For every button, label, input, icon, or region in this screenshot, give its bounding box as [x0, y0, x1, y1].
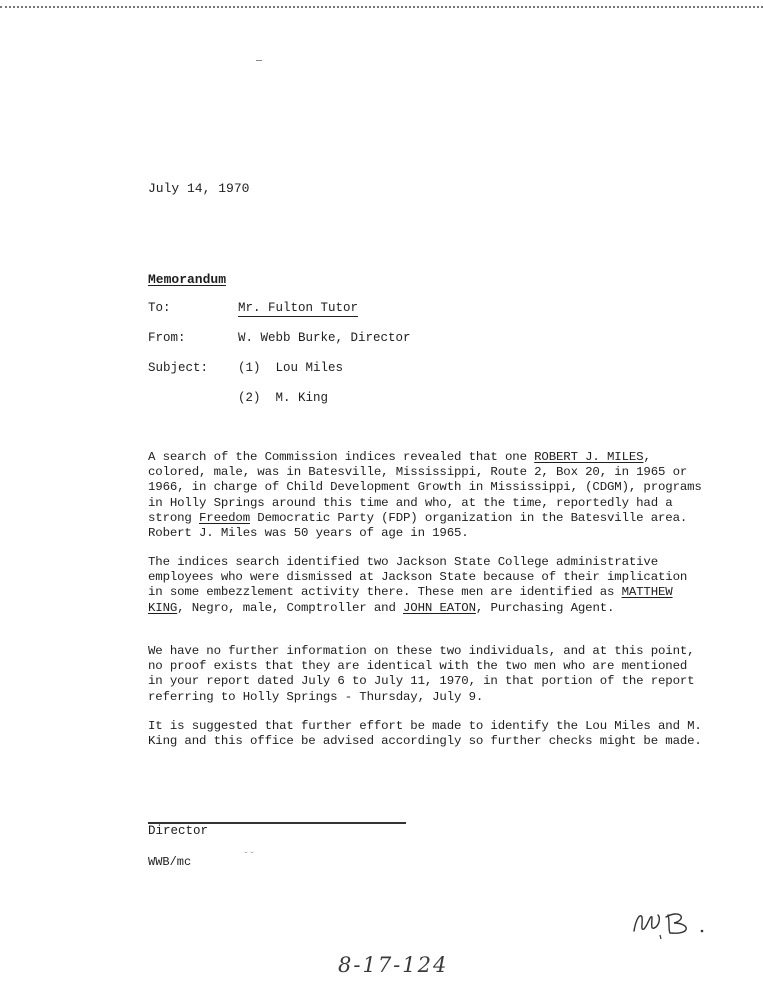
to-label: To: — [148, 301, 171, 315]
paragraph-suggestion: It is suggested that further effort be made to identify the Lou Miles and M. King and this office be advised accordingly so further checks might be made. — [148, 719, 702, 749]
subject-item-1: (1) Lou Miles — [238, 361, 344, 375]
from-value: W. Webb Burke, Director — [238, 331, 411, 345]
scan-mark — [256, 60, 262, 61]
name-john-eaton: JOHN EATON — [403, 600, 476, 615]
name-matthew-king: MATTHEW KING — [148, 585, 673, 615]
signature-title: Director — [148, 824, 209, 838]
paragraph-jackson-state: The indices search identified two Jackson State College administrative employees who were dismissed at Jackson State because of their implication in some embezzlement activity there. These men are identified as MATTHEW KING, Negro, male, Comptroller and JOHN EATON, Purchasing Agent. — [148, 555, 688, 615]
subject-label: Subject: — [148, 361, 209, 375]
scan-top-edge — [0, 0, 763, 8]
typist-initials: WWB/mc — [148, 855, 192, 869]
from-label: From: — [148, 331, 186, 345]
memo-date: July 14, 1970 — [148, 181, 250, 196]
to-value — [238, 301, 358, 315]
handwritten-initials — [630, 905, 720, 945]
to-recipient: Mr. Fulton Tutor — [238, 301, 359, 315]
stray-mark: ˇˇ — [243, 852, 256, 863]
file-number: 8-17-124 — [338, 953, 449, 977]
subject-item-2: (2) M. King — [238, 391, 329, 405]
paragraph-no-further-info: We have no further information on these two individuals, and at this point, no proof exists that they are identical with the two men who are mentioned in your report dated July 6 to July 11, 1970, in that portion of the report referring to Holly Springs - Thursday, July 9. — [148, 644, 695, 704]
name-robert-miles: ROBERT J. MILES — [534, 450, 644, 464]
paragraph-robert-miles: A search of the Commission indices revealed that one ROBERT J. MILES, colored, male, was in Batesville, Mississippi, Route 2, Box 20, in 1965 or 1966, in charge of Child Development Growth in Mississippi, (CDGM), programs in Holly Springs around this time and who, at the time, reportedly had a strong Freedom Democratic Party (FDP) organization in the Batesville area. Robert J. Miles was 50 years of age in 1965. — [148, 450, 702, 541]
freedom-underline: Freedom — [199, 510, 250, 525]
memo-title: Memorandum — [148, 272, 227, 287]
